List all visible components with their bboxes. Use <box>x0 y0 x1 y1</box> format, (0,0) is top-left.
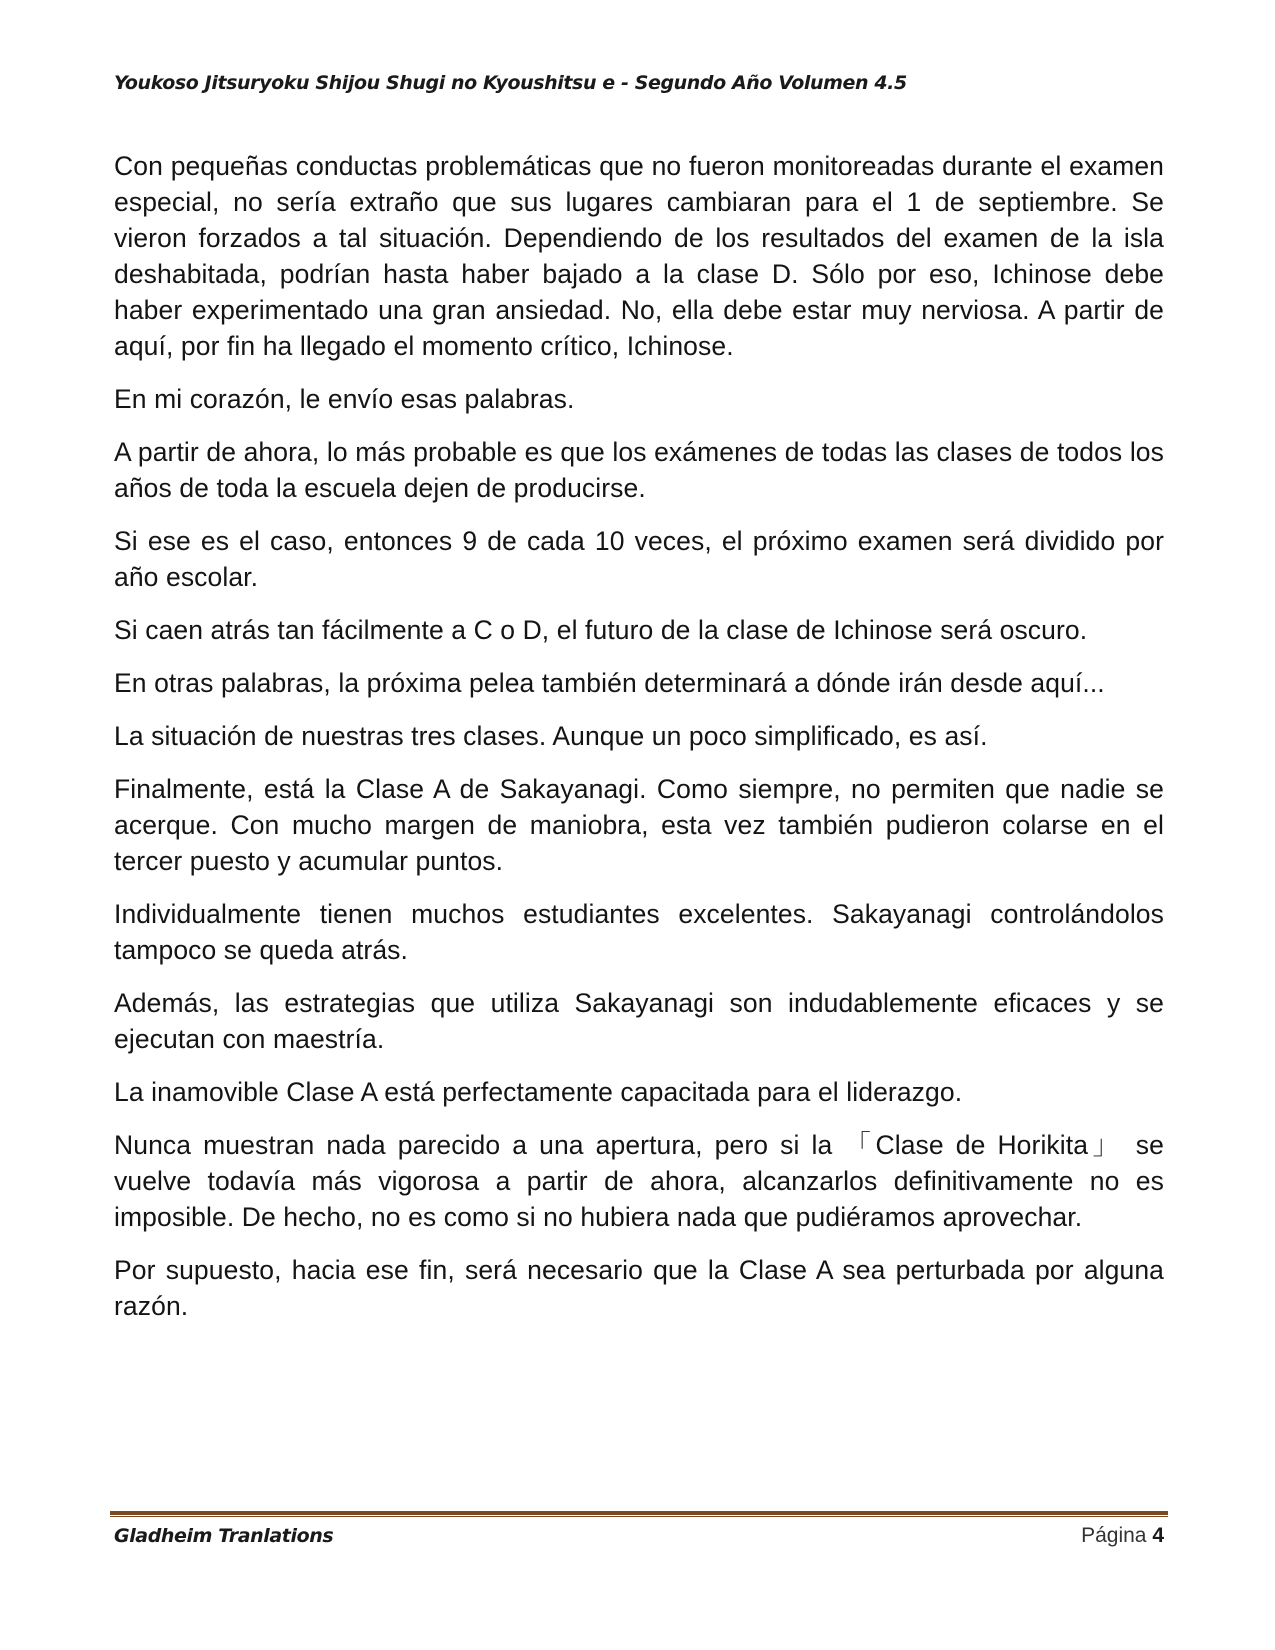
paragraph: La situación de nuestras tres clases. Aunque un poco simplificado, es así. <box>114 721 988 751</box>
paragraph: En otras palabras, la próxima pelea también determinará a dónde irán desde aquí... <box>114 668 1105 698</box>
paragraph: En mi corazón, le envío esas palabras. <box>114 384 575 414</box>
body-text <box>114 148 1164 1341</box>
paragraph: Nunca muestran nada parecido a una apertura, pero si la 「Clase de Horikita」 se vuelve todavía más vigorosa a partir de ahora, alcanzarlos definitivamente no es imposible. De hecho, no es como si no hubiera nada que pudiéramos aprovechar. <box>114 1130 1164 1232</box>
paragraph: Por supuesto, hacia ese fin, será necesario que la Clase A sea perturbada por alguna razón. <box>114 1255 1164 1321</box>
paragraph: A partir de ahora, lo más probable es que los exámenes de todas las clases de todos los años de toda la escuela dejen de producirse. <box>114 437 1164 503</box>
footer-credit: Gladheim Tranlations <box>114 1525 334 1547</box>
page-label: Página <box>1081 1524 1147 1547</box>
running-header: Youkoso Jitsuryoku Shijou Shugi no Kyoushitsu e - Segundo Año Volumen 4.5 <box>114 72 907 94</box>
paragraph: Finalmente, está la Clase A de Sakayanagi. Como siempre, no permiten que nadie se acerque. Con mucho margen de maniobra, esta vez también pudieron colarse en el tercer puesto y acumular puntos. <box>114 774 1164 876</box>
paragraph: La inamovible Clase A está perfectamente capacitada para el liderazgo. <box>114 1077 963 1107</box>
page-number <box>1081 1524 1164 1548</box>
footer-divider <box>110 1511 1168 1517</box>
paragraph: Si caen atrás tan fácilmente a C o D, el futuro de la clase de Ichinose será oscuro. <box>114 615 1088 645</box>
page-number-value: 4 <box>1152 1524 1164 1547</box>
paragraph: Con pequeñas conductas problemáticas que no fueron monitoreadas durante el examen especial, no sería extraño que sus lugares cambiaran para el 1 de septiembre. Se vieron forzados a tal situación. Dependiendo de los resultados del examen de la isla deshabitada, podrían hasta haber bajado a la clase D. Sólo por eso, Ichinose debe haber experimentado una gran ansiedad. No, ella debe estar muy nerviosa. A partir de aquí, por fin ha llegado el momento crítico, Ichinose. <box>114 151 1164 361</box>
paragraph: Si ese es el caso, entonces 9 de cada 10 veces, el próximo examen será dividido por año escolar. <box>114 526 1164 592</box>
paragraph: Además, las estrategias que utiliza Sakayanagi son indudablemente eficaces y se ejecutan con maestría. <box>114 988 1164 1054</box>
paragraph: Individualmente tienen muchos estudiantes excelentes. Sakayanagi controlándolos tampoco se queda atrás. <box>114 899 1164 965</box>
